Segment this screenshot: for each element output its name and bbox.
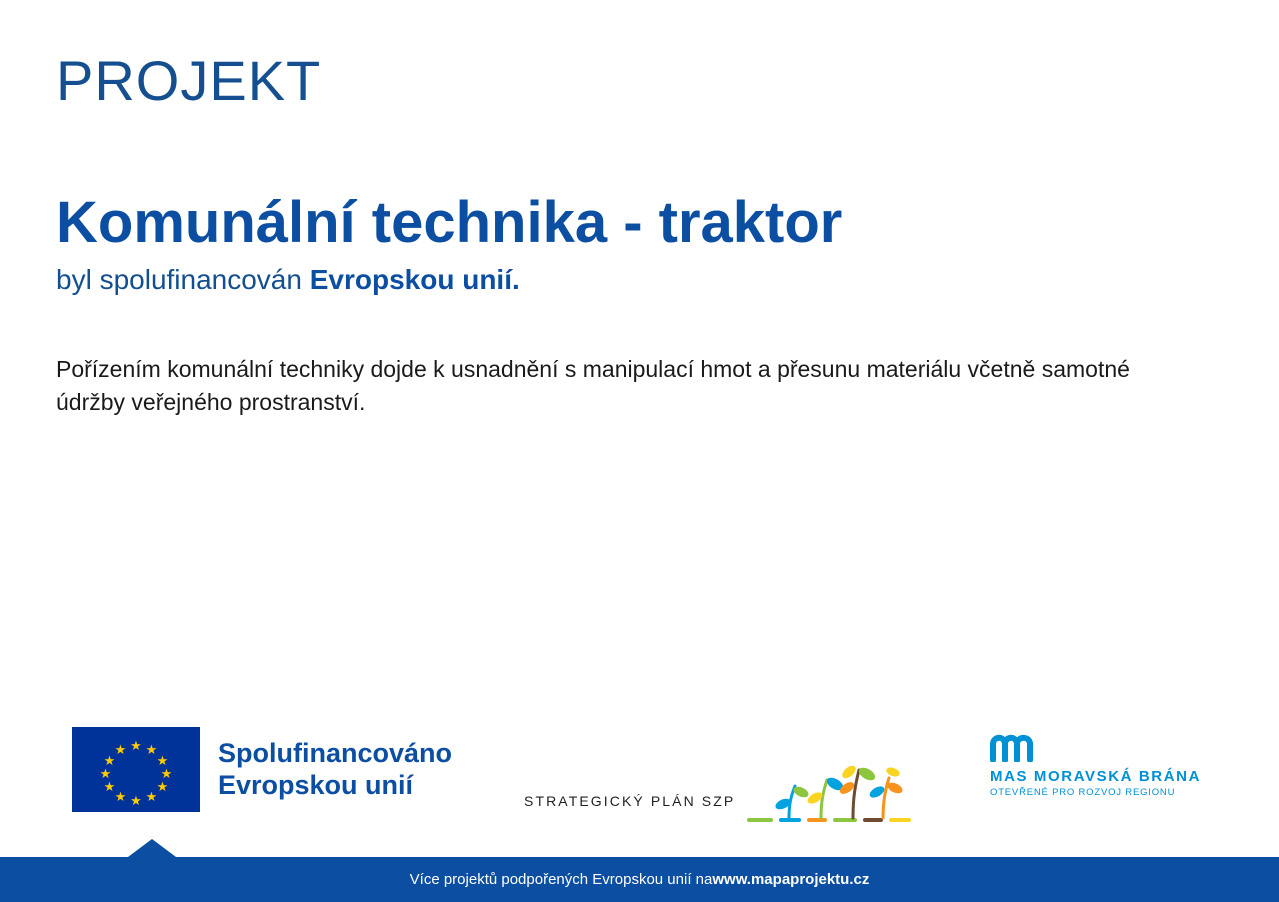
page-title: Komunální technika - traktor [56, 189, 843, 255]
subtitle-strong: Evropskou unií. [309, 264, 520, 295]
szp-plants-icon [743, 758, 933, 843]
mas-logo [990, 732, 1201, 798]
mas-logo-name: MAS MORAVSKÁ BRÁNA [990, 768, 1202, 785]
poster-subtitle [56, 262, 520, 298]
eu-logo-text [218, 738, 452, 802]
mas-mark-icon [990, 732, 1038, 762]
footer-text: Více projektů podpořených Evropskou unií na [409, 871, 713, 888]
szp-logo [524, 758, 933, 843]
szp-logo-label: STRATEGICKÝ PLÁN SZP [524, 792, 736, 809]
eu-logo-line1: Spolufinancováno [218, 737, 453, 768]
poster-kicker: PROJEKT [56, 49, 322, 112]
footer-url[interactable]: www.mapaprojektu.cz [712, 871, 870, 888]
footer-notch-decoration [128, 839, 176, 857]
eu-flag-icon: ★ ★ ★ ★ ★ ★ ★ ★ ★ ★ ★ ★ [72, 727, 200, 812]
mas-logo-claim: OTEVŘENÉ PRO ROZVOJ REGIONU [990, 787, 1176, 798]
footer-bar [0, 857, 1279, 902]
subtitle-prefix: byl spolufinancován [56, 264, 310, 295]
eu-logo-line2: Evropskou unií [218, 769, 414, 800]
logo-strip [0, 710, 1279, 820]
poster-body-text: Pořízením komunální techniky dojde k usnadnění s manipulací hmot a přesunu materiálu včetně samotné údržby veřejného prostranství. [56, 356, 1130, 416]
eu-cofunding-logo [72, 727, 452, 812]
